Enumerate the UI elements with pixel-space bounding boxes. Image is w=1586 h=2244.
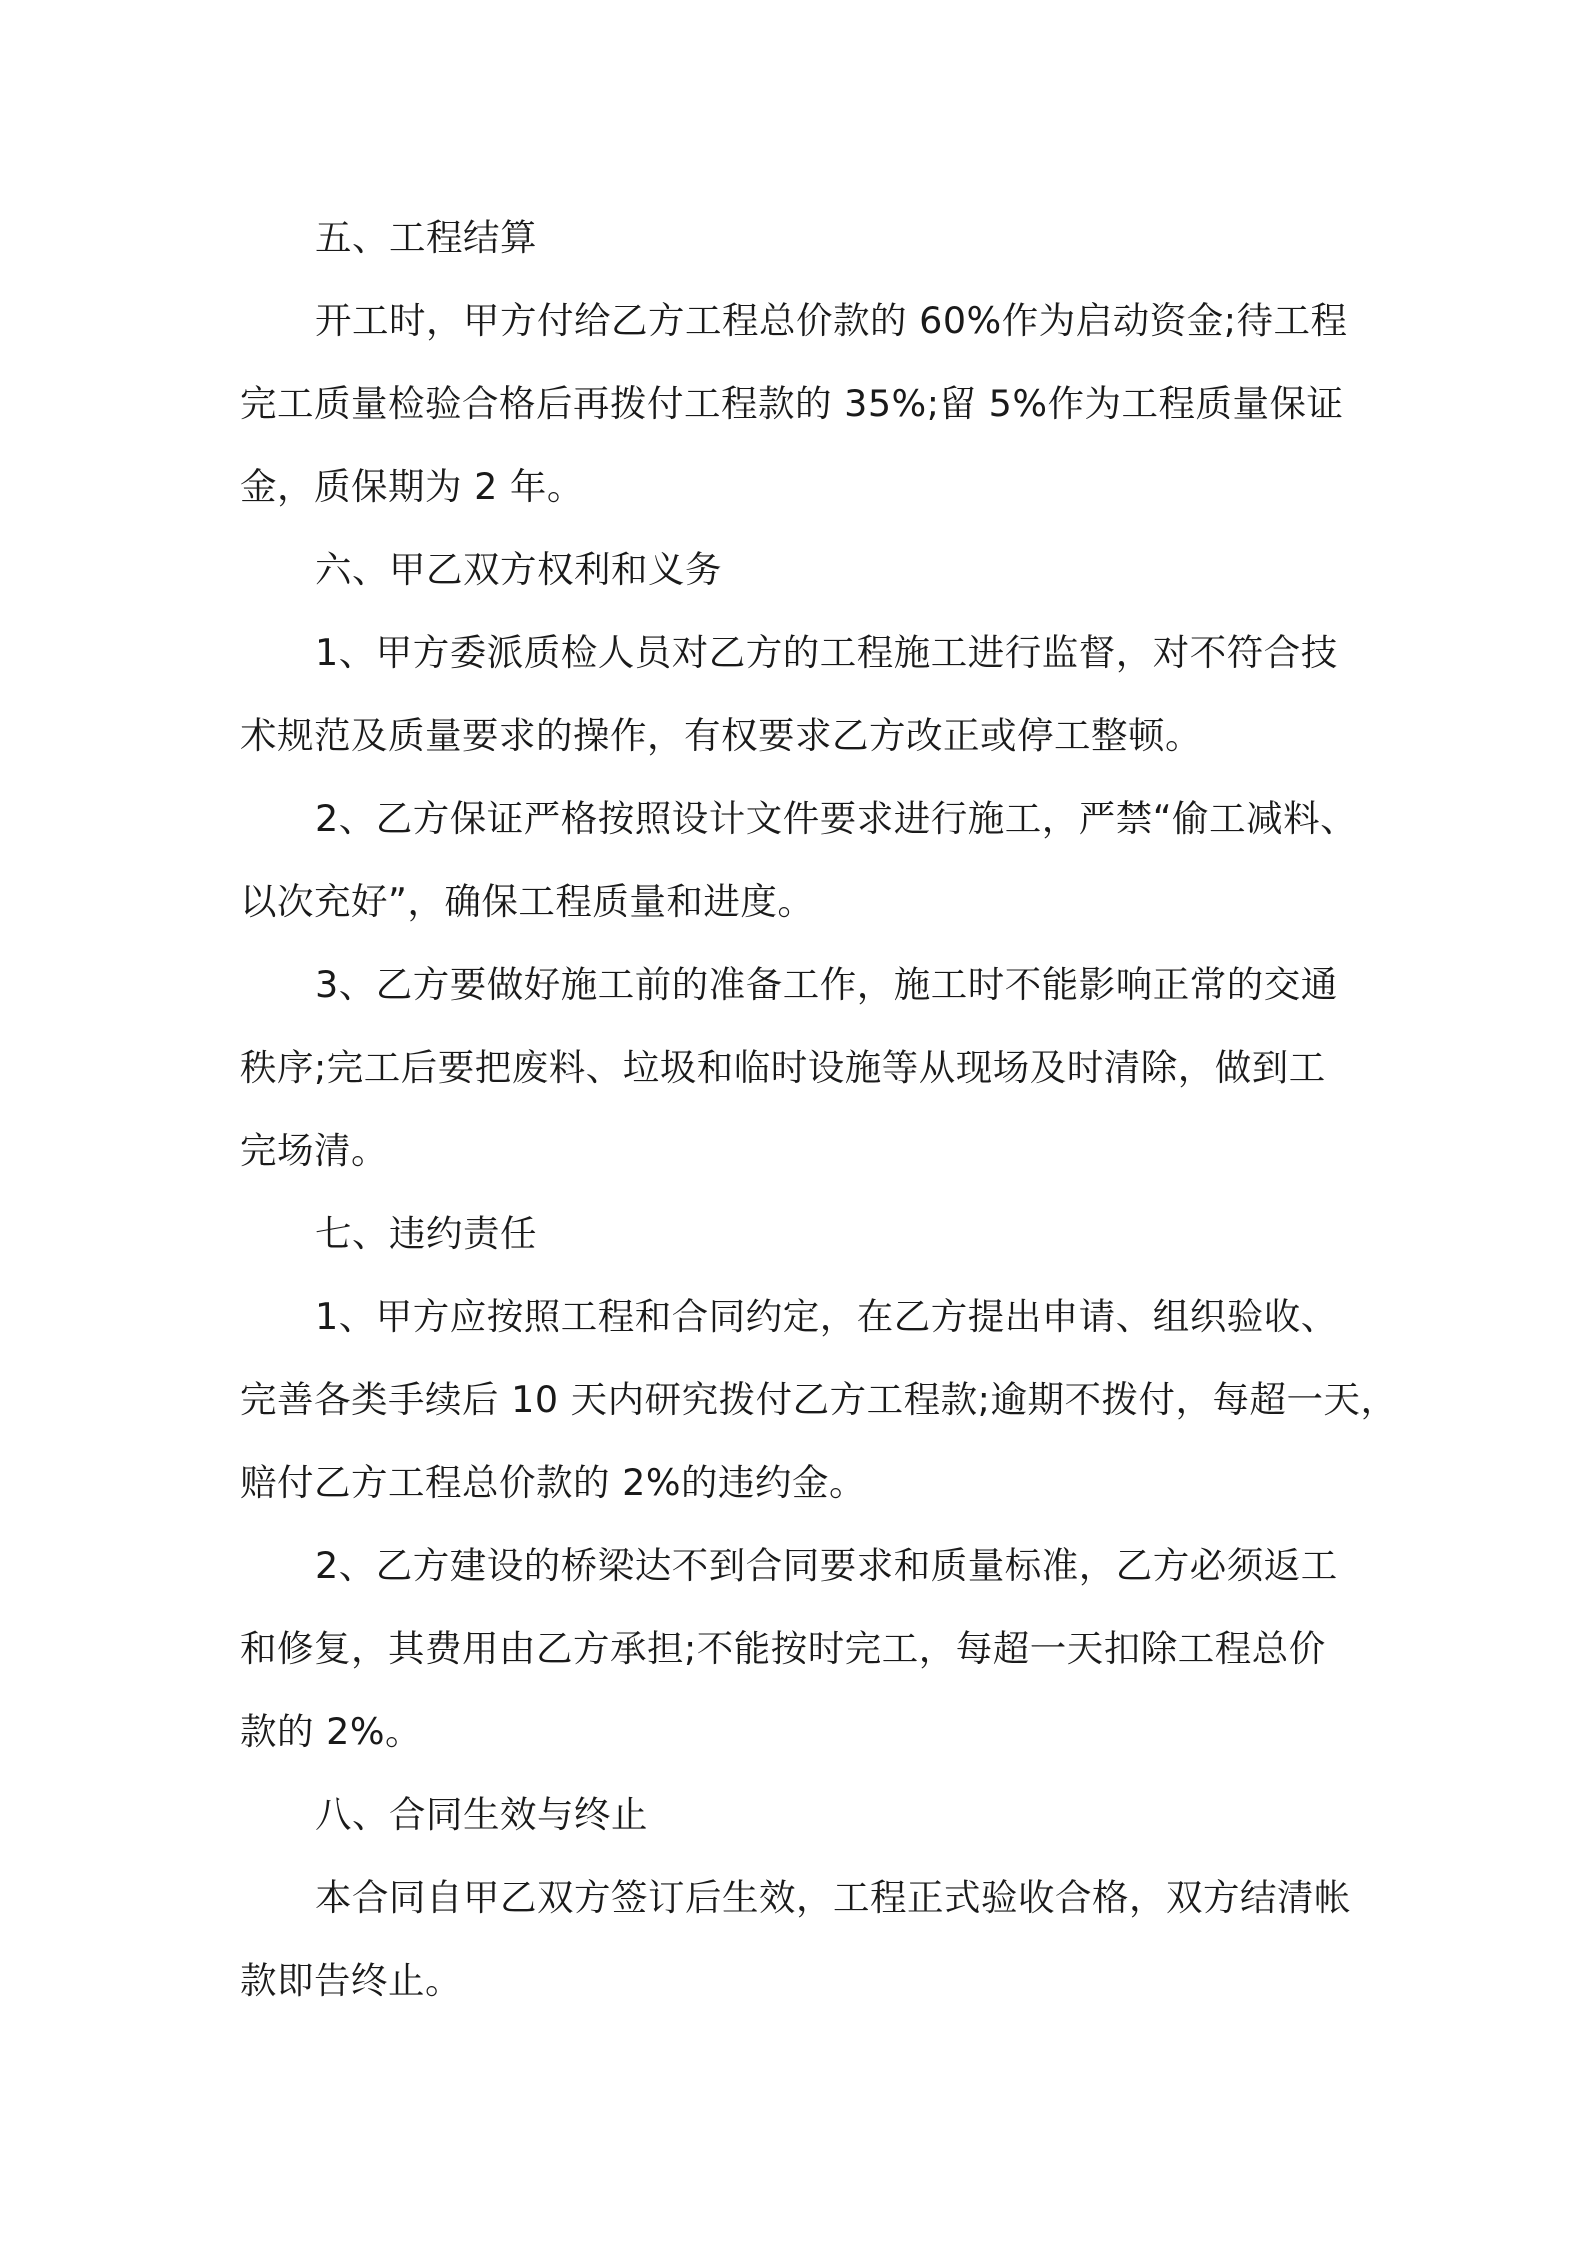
paragraph-line: 1、甲方委派质检人员对乙方的工程施工进行监督，对不符合技 <box>315 631 1338 674</box>
paragraph-line: 1、甲方应按照工程和合同约定，在乙方提出申请、组织验收、 <box>315 1295 1338 1338</box>
paragraph-line: 秩序;完工后要把废料、垃圾和临时设施等从现场及时清除，做到工 <box>240 1046 1326 1089</box>
paragraph-line: 和修复，其费用由乙方承担;不能按时完工，每超一天扣除工程总价 <box>240 1627 1326 1670</box>
paragraph-line: 开工时，甲方付给乙方工程总价款的 60%作为启动资金;待工程 <box>315 299 1348 342</box>
section-heading-effect-termination: 八、合同生效与终止 <box>315 1793 648 1836</box>
paragraph-line: 2、乙方建设的桥梁达不到合同要求和质量标准，乙方必须返工 <box>315 1544 1338 1587</box>
section-heading-liability: 七、违约责任 <box>315 1212 537 1255</box>
section-heading-settlement: 五、工程结算 <box>315 216 537 259</box>
paragraph-line: 款即告终止。 <box>240 1959 462 2002</box>
paragraph-line: 以次充好”，确保工程质量和进度。 <box>240 880 815 923</box>
paragraph-line: 术规范及质量要求的操作，有权要求乙方改正或停工整顿。 <box>240 714 1202 757</box>
paragraph-line: 完场清。 <box>240 1129 388 1172</box>
paragraph-line: 赔付乙方工程总价款的 2%的违约金。 <box>240 1461 867 1504</box>
document-body <box>240 196 1398 2022</box>
paragraph-line: 完工质量检验合格后再拨付工程款的 35%;留 5%作为工程质量保证 <box>240 382 1344 425</box>
paragraph-line: 款的 2%。 <box>240 1710 423 1753</box>
paragraph-line: 本合同自甲乙双方签订后生效，工程正式验收合格，双方结清帐 <box>315 1876 1351 1919</box>
paragraph-line: 3、乙方要做好施工前的准备工作，施工时不能影响正常的交通 <box>315 963 1338 1006</box>
paragraph-line: 金，质保期为 2 年。 <box>240 465 584 508</box>
paragraph-line: 2、乙方保证严格按照设计文件要求进行施工，严禁“偷工减料、 <box>315 797 1358 840</box>
paragraph-line: 完善各类手续后 10 天内研究拨付乙方工程款;逾期不拨付，每超一天， <box>240 1378 1398 1421</box>
section-heading-rights-obligations: 六、甲乙双方权利和义务 <box>315 548 722 591</box>
